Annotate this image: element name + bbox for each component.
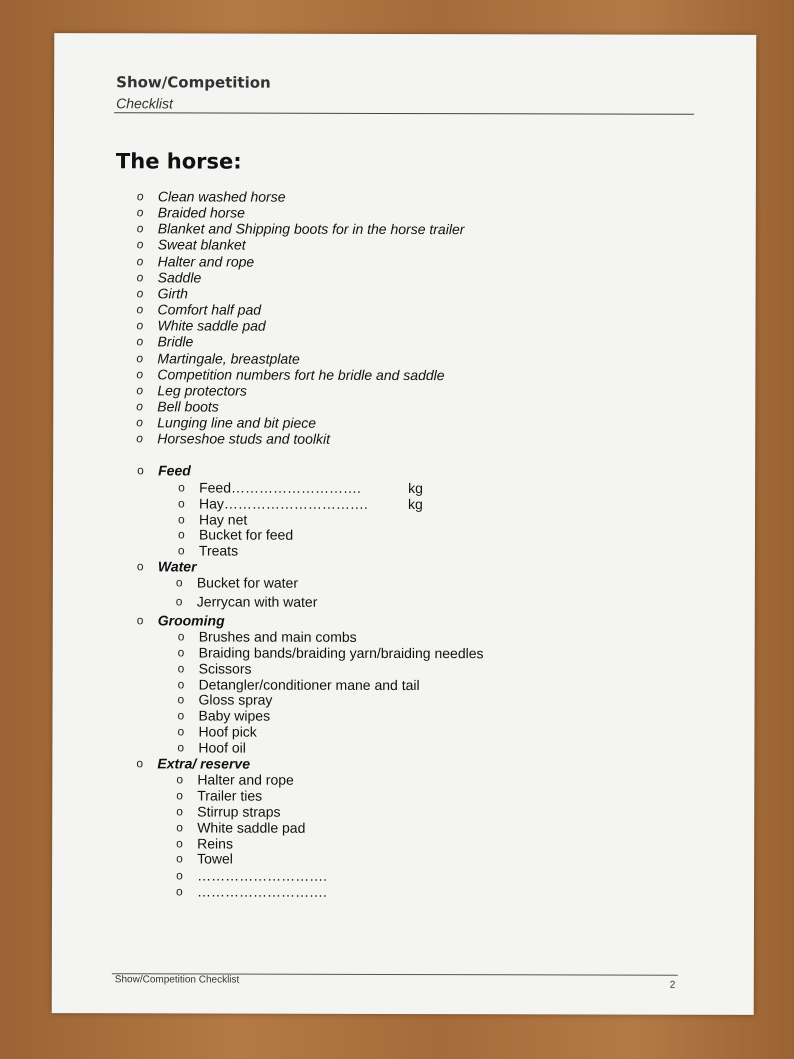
list-item: o Bucket for feed (177, 526, 294, 543)
bullet-icon: o (177, 692, 185, 707)
list-item: o Gloss spray (177, 691, 273, 708)
bullet-icon: o (136, 189, 144, 204)
list-item: o Feed………………………. kg (178, 479, 423, 497)
list-item: o Halter and rope (176, 771, 294, 788)
list-item: o White saddle pad (136, 317, 266, 334)
list-item: o Braided horse (136, 204, 246, 221)
bullet-icon: o (136, 237, 144, 252)
list-item: o Brushes and main combs (177, 628, 357, 645)
header-title: Show/Competition (116, 73, 271, 92)
bullet-icon: o (176, 788, 183, 803)
list-item: o Horseshoe studs and toolkit (136, 430, 331, 447)
bullet-icon: o (177, 629, 185, 644)
section-title: The horse: (115, 149, 242, 174)
list-item: o Leg protectors (136, 382, 247, 399)
list-item: o Treats (177, 542, 239, 559)
bullet-icon: o (136, 334, 144, 349)
list-item: o Martingale, breastplate (136, 350, 300, 367)
header-divider (114, 112, 694, 115)
group-label-water: o Water (136, 558, 197, 575)
list-item: o Bell boots (136, 398, 219, 415)
bullet-icon: o (136, 318, 144, 333)
bullet-icon: o (136, 302, 144, 317)
list-item: o ………………………. (176, 883, 327, 900)
bullet-icon: o (177, 677, 185, 692)
list-item: o ………………………. (176, 867, 327, 884)
bullet-icon: o (136, 367, 144, 382)
page-number: 2 (669, 979, 676, 991)
list-item: o Halter and rope (136, 253, 255, 270)
bullet-icon: o (136, 559, 144, 574)
footer-text: Show/Competition Checklist (114, 974, 240, 986)
bullet-icon: o (177, 724, 185, 739)
bullet-icon: o (176, 868, 183, 883)
bullet-icon: o (177, 543, 185, 558)
list-item: o Jerrycan with water (175, 593, 318, 610)
unit-label: kg (408, 496, 423, 513)
bullet-icon: o (136, 254, 144, 269)
list-item: o Blanket and Shipping boots for in the horse trailer (136, 220, 465, 238)
bullet-icon: o (176, 804, 183, 819)
bullet-icon: o (176, 772, 184, 787)
list-item: o Scissors (177, 660, 252, 677)
list-item: o Stirrup straps (176, 803, 281, 820)
header-subtitle: Checklist (116, 95, 173, 112)
bullet-icon: o (177, 645, 185, 660)
bullet-icon: o (137, 463, 144, 478)
list-item: o Comfort half pad (136, 301, 262, 318)
unit-label: kg (408, 480, 423, 497)
bullet-icon: o (136, 221, 144, 236)
bullet-icon: o (177, 527, 185, 542)
bullet-icon: o (136, 351, 144, 366)
list-item: o Towel (176, 850, 233, 867)
bullet-icon: o (175, 575, 183, 590)
group-label-grooming: o Grooming (136, 612, 225, 629)
list-item: o Saddle (136, 269, 202, 286)
bullet-icon: o (177, 512, 185, 527)
bullet-icon: o (176, 820, 183, 835)
bullet-icon: o (177, 708, 185, 723)
bullet-icon: o (136, 383, 144, 398)
list-item: o Hoof pick (177, 723, 257, 740)
list-item: o Detangler/conditioner mane and tail (177, 676, 420, 694)
bullet-icon: o (136, 431, 143, 446)
group-label-feed: o Feed (137, 462, 191, 479)
list-item: o White saddle pad (176, 819, 306, 836)
list-item: o Clean washed horse (136, 188, 286, 205)
list-item: o Hay…………………………. kg (178, 495, 423, 513)
list-item: o Reins (176, 835, 233, 852)
bullet-icon: o (136, 205, 144, 220)
bullet-icon: o (178, 480, 185, 495)
bullet-icon: o (178, 496, 185, 511)
bullet-icon: o (177, 661, 185, 676)
group-label-extra: o Extra/ reserve (136, 755, 251, 772)
list-item: o Girth (136, 285, 188, 302)
bullet-icon: o (175, 594, 183, 609)
list-item: o Sweat blanket (136, 236, 246, 253)
list-item: o Trailer ties (176, 787, 263, 804)
bullet-icon: o (177, 740, 185, 755)
list-item: o Lunging line and bit piece (136, 414, 317, 431)
bullet-icon: o (176, 836, 183, 851)
list-item: o Bucket for water (175, 574, 299, 591)
list-item: o Braiding bands/braiding yarn/braiding needles (177, 644, 484, 662)
checklist-page (52, 33, 757, 1015)
bullet-icon: o (136, 415, 143, 430)
list-item: o Hay net (177, 511, 248, 528)
bullet-icon: o (136, 613, 144, 628)
bullet-icon: o (176, 884, 183, 899)
list-item: o Baby wipes (177, 707, 271, 724)
list-item: o Hoof oil (177, 739, 246, 756)
list-item: o Competition numbers fort he bridle and saddle (136, 366, 445, 384)
bullet-icon: o (176, 851, 183, 866)
bullet-icon: o (136, 399, 144, 414)
bullet-icon: o (136, 286, 144, 301)
bullet-icon: o (136, 270, 144, 285)
bullet-icon: o (136, 756, 144, 771)
list-item: o Bridle (136, 333, 194, 350)
